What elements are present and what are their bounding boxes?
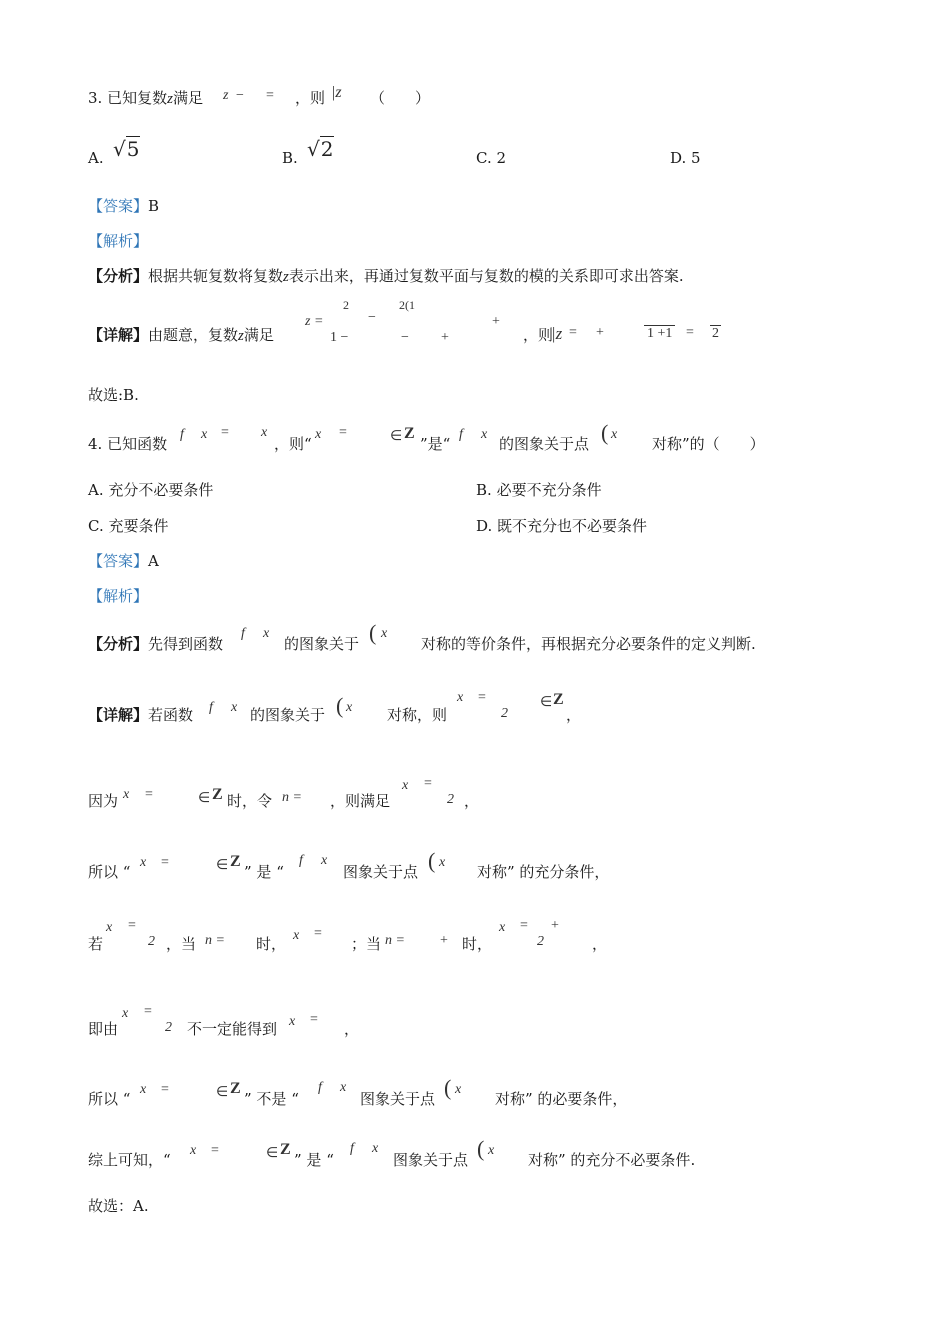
q3-d-frag: =: [569, 325, 577, 340]
q4-paren: (: [601, 420, 609, 445]
q3-cond-z: z: [223, 88, 229, 103]
q4-eq: =: [339, 425, 347, 440]
q4-x: x: [140, 855, 147, 870]
q3-answer: 【答案】B: [88, 197, 160, 215]
q4-comma: ，: [592, 935, 608, 953]
q3-d-frag: +: [441, 330, 449, 345]
q4-paren: (: [336, 693, 344, 718]
q3-conclusion: 故选:B.: [88, 386, 139, 404]
q4-eq: =: [520, 918, 528, 933]
q4-d2-post: ，则满足: [330, 792, 391, 810]
q3-d-frag: |z: [551, 324, 563, 343]
q4-then: ，则“: [274, 435, 312, 453]
q4-x: x: [293, 928, 300, 943]
q4-detail-7: 综上可知，“: [88, 1151, 171, 1169]
q4-d3-mid: ” 是 “: [244, 863, 284, 881]
q4-answer: 【答案】A: [88, 552, 159, 570]
q4-d6-mid: ” 不是 “: [244, 1090, 299, 1108]
q4-x: x: [123, 787, 130, 802]
q4-x: x: [488, 1143, 495, 1158]
q3-d-frag: 1 −: [330, 330, 349, 345]
q4-x: x: [499, 920, 506, 935]
q3-d-frag: −: [368, 310, 376, 325]
q4-x: x: [122, 1006, 129, 1021]
q4-eq: =: [211, 1143, 219, 1158]
q4-option-b: B. 必要不充分条件: [476, 481, 602, 499]
q4-Z: Z: [212, 786, 223, 803]
q4-x: x: [455, 1082, 462, 1097]
q4-plus: +: [440, 933, 448, 948]
q4-x: x: [457, 690, 464, 705]
q3-then: ，则: [295, 89, 326, 107]
q4-x: x: [481, 427, 488, 442]
q4-d4-semi: ；当: [351, 935, 382, 953]
q4-f: f: [350, 1141, 354, 1156]
q4-option-a: A. 充分不必要条件: [88, 481, 214, 499]
q4-analysis-label: 【解析】: [88, 587, 149, 605]
q4-d7-mid: ” 是 “: [294, 1151, 334, 1169]
q3-d-frag: 2: [712, 326, 719, 341]
q4-x: x: [106, 920, 113, 935]
q4-d2-n: n =: [282, 790, 302, 805]
q4-d3-end: 对称” 的充分条件，: [477, 863, 610, 881]
q3-d-then: ，则: [523, 326, 554, 344]
q4-end: 对称”的（ ）: [652, 435, 765, 453]
q3-analysis-label: 【解析】: [88, 232, 149, 250]
q4-d2-n: n =: [205, 933, 225, 948]
q4-x: x: [201, 427, 208, 442]
q3-option-c: C. 2: [476, 149, 507, 167]
q4-in: ∈: [198, 791, 211, 806]
q4-d4-shi2: 时，: [462, 935, 493, 953]
q4-two: 2: [447, 792, 454, 807]
q4-detail-5: 即由: [88, 1020, 119, 1038]
q4-eq: =: [221, 425, 229, 440]
q3-paren: （ ）: [370, 89, 431, 107]
q4-eq: =: [478, 690, 486, 705]
q4-x: x: [263, 626, 270, 641]
q4-paren: (: [444, 1075, 452, 1100]
q3-d-frag: +: [492, 314, 500, 329]
q4-in: ∈: [266, 1146, 279, 1161]
q4-x: x: [321, 853, 328, 868]
q4-x: x: [231, 700, 238, 715]
q4-comma: ，: [464, 792, 480, 810]
q4-eq: =: [161, 855, 169, 870]
q4-d1-post: 对称，则: [387, 706, 448, 724]
q4-f: f: [459, 427, 463, 442]
q4-option-d: D. 既不充分也不必要条件: [476, 517, 648, 535]
q4-x: x: [346, 700, 353, 715]
q3-option-a: A.: [88, 149, 104, 167]
q4-two: 2: [165, 1020, 172, 1035]
q3-d-frag: +: [596, 325, 604, 340]
q4-detail-1: 【详解】若函数: [88, 706, 194, 724]
q4-detail-4: 若: [88, 935, 104, 953]
q4-in: ∈: [540, 695, 553, 710]
q3-detail: 【详解】由题意，复数z满足: [88, 326, 274, 344]
q4-two: 2: [537, 934, 544, 949]
q4-x: x: [261, 425, 268, 440]
q4-fenxi: 【分析】先得到函数: [88, 635, 224, 653]
q4-eq: =: [310, 1012, 318, 1027]
q3-stem: 3. 已知复数z满足: [88, 89, 203, 107]
q4-x: x: [381, 626, 388, 641]
q4-d2-shi: 时，令: [227, 792, 273, 810]
q3-d-frag: z =: [305, 314, 324, 329]
q4-d2-n: n =: [385, 933, 405, 948]
q3-option-b-sqrt: √2: [307, 137, 334, 161]
q4-d3-post: 图象关于点: [343, 863, 419, 881]
q4-Z: Z: [230, 853, 241, 870]
q3-cond-minus: −: [236, 88, 244, 103]
q4-f: f: [209, 700, 213, 715]
q3-d-frag: 2(1: [399, 298, 415, 312]
q4-Z: Z: [404, 425, 415, 442]
q3-fenxi: 【分析】根据共轭复数将复数z表示出来，再通过复数平面与复数的模的关系即可求出答案.: [88, 267, 684, 285]
q4-f: f: [180, 427, 184, 442]
q4-f: f: [241, 626, 245, 641]
q4-d4-dang: ，当: [166, 935, 197, 953]
q4-x: x: [289, 1014, 296, 1029]
q3-d-frag: −: [401, 330, 409, 345]
q4-detail-3: 所以 “: [88, 863, 131, 881]
q4-d5-mid: 不一定能得到: [187, 1020, 278, 1038]
q4-d7-end: 对称” 的充分不必要条件.: [528, 1151, 696, 1169]
q3-cond-eq: =: [266, 88, 274, 103]
q4-Z: Z: [280, 1141, 291, 1158]
q4-d1-mid: 的图象关于: [250, 706, 326, 724]
q4-x: x: [340, 1080, 347, 1095]
q4-d6-post: 图象关于点: [360, 1090, 436, 1108]
q4-eq: =: [128, 918, 136, 933]
q4-d4-shi1: 时，: [256, 935, 287, 953]
q4-fenxi-mid: 的图象关于: [284, 635, 360, 653]
q3-option-a-sqrt: √5: [113, 137, 140, 161]
q4-x: x: [140, 1082, 147, 1097]
q4-conclusion: 故选：A.: [88, 1197, 149, 1215]
q4-shi: ”是“: [420, 435, 451, 453]
q4-eq: =: [424, 776, 432, 791]
q4-x: x: [190, 1143, 197, 1158]
q3-option-d: D. 5: [670, 149, 701, 167]
q4-x: x: [372, 1141, 379, 1156]
q4-post: 的图象关于点: [499, 435, 590, 453]
q4-in: ∈: [390, 429, 403, 444]
q4-x: x: [439, 855, 446, 870]
q4-d7-post: 图象关于点: [393, 1151, 469, 1169]
q4-f: f: [299, 853, 303, 868]
q4-paren: (: [477, 1136, 485, 1161]
q4-detail-2: 因为: [88, 792, 119, 810]
q4-comma: ，: [344, 1020, 360, 1038]
q4-stem: 4. 已知函数: [88, 435, 168, 453]
q4-eq: =: [161, 1082, 169, 1097]
q3-abs: |z: [331, 84, 342, 101]
q4-detail-6: 所以 “: [88, 1090, 131, 1108]
q4-fenxi-post: 对称的等价条件，再根据充分必要条件的定义判断.: [421, 635, 756, 653]
q4-eq: =: [314, 926, 322, 941]
q4-comma: ，: [566, 706, 582, 724]
q4-paren: (: [428, 848, 436, 873]
q4-x: x: [315, 427, 322, 442]
q4-f: f: [318, 1080, 322, 1095]
q3-option-b: B.: [282, 149, 298, 167]
q3-d-frag: 1 +1: [644, 325, 675, 342]
q4-in: ∈: [216, 858, 229, 873]
q4-plus: +: [551, 918, 559, 933]
q4-Z: Z: [230, 1080, 241, 1097]
q4-eq: =: [144, 1004, 152, 1019]
q4-paren: (: [369, 620, 377, 645]
q3-d-frag: 2: [343, 298, 349, 312]
q4-in: ∈: [216, 1085, 229, 1100]
q4-two: 2: [148, 934, 155, 949]
q4-d6-end: 对称” 的必要条件，: [495, 1090, 628, 1108]
q3-d-frag: =: [686, 325, 694, 340]
q4-two: 2: [501, 706, 508, 721]
q4-Z: Z: [553, 691, 564, 708]
q4-eq: =: [145, 787, 153, 802]
q4-x: x: [611, 427, 618, 442]
q4-option-c: C. 充要条件: [88, 517, 169, 535]
q4-x: x: [402, 778, 409, 793]
